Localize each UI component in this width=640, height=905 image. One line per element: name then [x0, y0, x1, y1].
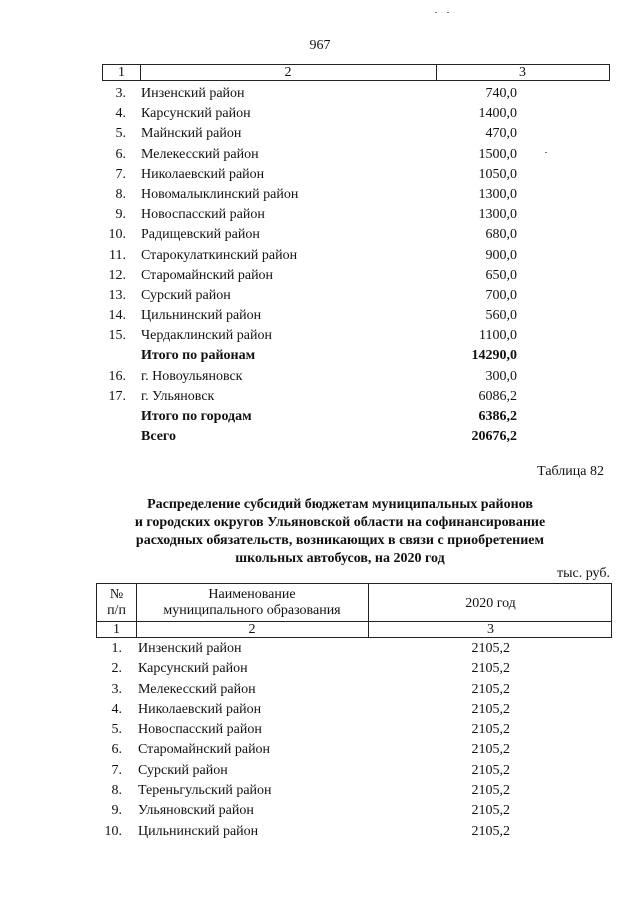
scan-speck: [435, 12, 437, 13]
table-label: Таблица 82: [537, 464, 604, 479]
table1-cell-name: Итого по районам: [141, 348, 256, 364]
table1-cell-num: 5.: [115, 126, 126, 142]
table1-cell-name: Цильнинский район: [141, 308, 262, 324]
table2-cell-val: 2105,2: [471, 783, 510, 799]
table2-col-num-line1: №: [109, 587, 124, 602]
table2-cell-val: 2105,2: [471, 641, 510, 656]
table1-header-col2: 2: [284, 65, 292, 80]
table1-header-col3: 3: [519, 65, 526, 80]
table1-cell-val: 560,0: [485, 308, 517, 324]
table1-cell-val: 700,0: [485, 287, 517, 303]
table1-row: [0, 205, 640, 225]
table1-row: [0, 124, 640, 144]
table1-cell-val: 900,0: [485, 247, 517, 263]
table2-index-2: 2: [248, 622, 256, 637]
table2-row: [0, 639, 640, 659]
title-line: и городских округов Ульяновской области на софинансирование: [134, 515, 546, 530]
table1-cell-name: Новоспасский район: [141, 207, 265, 223]
table2-col-name-line1: Наименование: [208, 587, 296, 602]
table1-cell-val: 470,0: [485, 126, 517, 142]
table2-cell-name: Инзенский район: [138, 641, 242, 656]
table2-row: [0, 700, 640, 720]
table1-cell-num: 13.: [108, 287, 126, 303]
table2-cell-name: Мелекесский район: [138, 681, 256, 697]
table1-total-row: [0, 407, 640, 427]
table2-cell-num: 1.: [111, 641, 122, 656]
table1-cell-name: Инзенский район: [141, 86, 245, 101]
table1-cell-num: 12.: [108, 267, 126, 283]
table1-cell-name: Новомалыклинский район: [141, 186, 299, 202]
table1-cell-name: Сурский район: [141, 287, 231, 303]
table2-title: [100, 496, 580, 568]
table2-cell-num: 10.: [104, 823, 122, 839]
table1-body: [0, 84, 640, 447]
table2-cell-num: 8.: [111, 783, 122, 799]
table2-cell-val: 2105,2: [471, 742, 510, 758]
table2-cell-name: Николаевский район: [138, 701, 262, 717]
table2-row: [0, 740, 640, 760]
table1-cell-name: Старокулаткинский район: [141, 247, 298, 263]
table1-cell-name: г. Новоульяновск: [141, 368, 243, 384]
table1-row: [0, 246, 640, 266]
table2-body: [0, 639, 640, 842]
table1-cell-val: 14290,0: [471, 348, 517, 364]
table1-row: [0, 84, 640, 104]
table1-row: [0, 165, 640, 185]
table2-cell-name: Сурский район: [138, 762, 228, 778]
table1-cell-num: 7.: [115, 166, 126, 182]
table2-row: [0, 822, 640, 842]
table2-cell-num: 6.: [111, 742, 122, 758]
table2-cell-val: 2105,2: [471, 701, 510, 717]
table2-index-1: 1: [113, 622, 120, 637]
table1-cell-name: Радищевский район: [141, 227, 260, 243]
table1-cell-val: 1100,0: [479, 328, 517, 344]
table1-cell-val: 1500,0: [478, 146, 517, 162]
table2-cell-val: 2105,2: [471, 681, 510, 697]
table1-row: [0, 326, 640, 346]
table1-row: [0, 225, 640, 245]
table1-cell-name: Старомайнский район: [141, 267, 274, 283]
page-number: 967: [309, 38, 331, 53]
table2-cell-num: 4.: [111, 701, 122, 717]
table1-cell-name: г. Ульяновск: [141, 388, 215, 404]
table2-col-num-line2: п/п: [107, 603, 126, 618]
table2-cell-val: 2105,2: [471, 661, 510, 677]
table2-cell-name: Карсунский район: [138, 661, 248, 677]
table1-total-row: [0, 427, 640, 447]
table1-row: [0, 306, 640, 326]
table2-cell-name: Старомайнский район: [138, 742, 271, 758]
table2-cell-name: Цильнинский район: [138, 823, 259, 839]
table1-header-col1: 1: [118, 65, 125, 80]
table2-row: [0, 659, 640, 679]
table1-cell-name: Итого по городам: [141, 409, 252, 424]
table1-cell-val: 1400,0: [478, 106, 517, 122]
table2-cell-name: Тереньгульский район: [138, 783, 272, 799]
table2-row: [0, 801, 640, 821]
table1-cell-name: Чердаклинский район: [141, 328, 272, 344]
table1-cell-val: 1300,0: [478, 207, 517, 223]
table1-cell-val: 650,0: [485, 267, 517, 283]
table1-row: [0, 145, 640, 165]
table2-cell-name: Новоспасский район: [138, 722, 262, 738]
table1-cell-val: 6386,2: [478, 409, 517, 424]
table1-cell-name: Карсунский район: [141, 106, 251, 122]
table2-row: [0, 781, 640, 801]
table2-cell-val: 2105,2: [471, 722, 510, 738]
table1-cell-val: 20676,2: [471, 429, 517, 445]
table1-cell-val: 740,0: [485, 86, 517, 101]
table1-cell-name: Всего: [141, 429, 176, 445]
table1-cell-num: 3.: [115, 86, 126, 101]
table1-cell-val: 1050,0: [478, 166, 517, 182]
table1-cell-num: 16.: [108, 368, 126, 384]
table1-cell-num: 6.: [115, 146, 126, 162]
table2-row: [0, 680, 640, 700]
table1-cell-num: 8.: [115, 186, 126, 202]
table1-cell-val: 1300,0: [478, 186, 517, 202]
table1-cell-name: Николаевский район: [141, 166, 265, 182]
table1-row: [0, 104, 640, 124]
table2-cell-val: 2105,2: [471, 762, 510, 778]
table2-cell-num: 9.: [111, 803, 122, 819]
unit-label: тыс. руб.: [557, 566, 610, 581]
table2-header: [96, 583, 612, 638]
table1-cell-name: Мелекесский район: [141, 146, 259, 162]
table2-cell-name: Ульяновский район: [138, 803, 254, 819]
table1-row: [0, 185, 640, 205]
table2-cell-val: 2105,2: [471, 823, 510, 839]
table1-cell-num: 10.: [108, 227, 126, 243]
table1-row: [0, 266, 640, 286]
table2-row: [0, 720, 640, 740]
title-line: школьных автобусов, на 2020 год: [235, 551, 445, 566]
table1-header: [102, 64, 610, 81]
table1-cell-val: 680,0: [485, 227, 517, 243]
table1-total-row: [0, 346, 640, 366]
table2-cell-num: 5.: [111, 722, 122, 738]
table2-row: [0, 761, 640, 781]
table1-cell-num: 11.: [109, 247, 126, 263]
table2-cell-val: 2105,2: [471, 803, 510, 819]
table1-cell-val: 6086,2: [478, 388, 517, 404]
table2-cell-num: 3.: [111, 681, 122, 697]
table2-col-year: 2020 год: [465, 596, 516, 611]
table1-cell-val: 300,0: [485, 368, 517, 384]
table2-cell-num: 2.: [111, 661, 122, 677]
table1-row: [0, 367, 640, 387]
title-line: расходных обязательств, возникающих в связи с приобретением: [135, 533, 545, 548]
title-line: Распределение субсидий бюджетам муниципальных районов: [147, 497, 533, 512]
table1-cell-num: 14.: [108, 308, 126, 324]
table1-row: [0, 286, 640, 306]
table2-index-3: 3: [487, 622, 494, 637]
table1-row: [0, 387, 640, 407]
table1-cell-num: 9.: [115, 207, 126, 223]
table2-col-name-line2: муниципального образования: [163, 603, 341, 618]
table1-cell-num: 17.: [108, 388, 126, 404]
table1-cell-num: 4.: [115, 106, 126, 122]
table1-cell-name: Майнский район: [141, 126, 242, 142]
table1-cell-num: 15.: [108, 328, 126, 344]
scan-speck: [447, 12, 449, 13]
table2-cell-num: 7.: [111, 762, 122, 778]
